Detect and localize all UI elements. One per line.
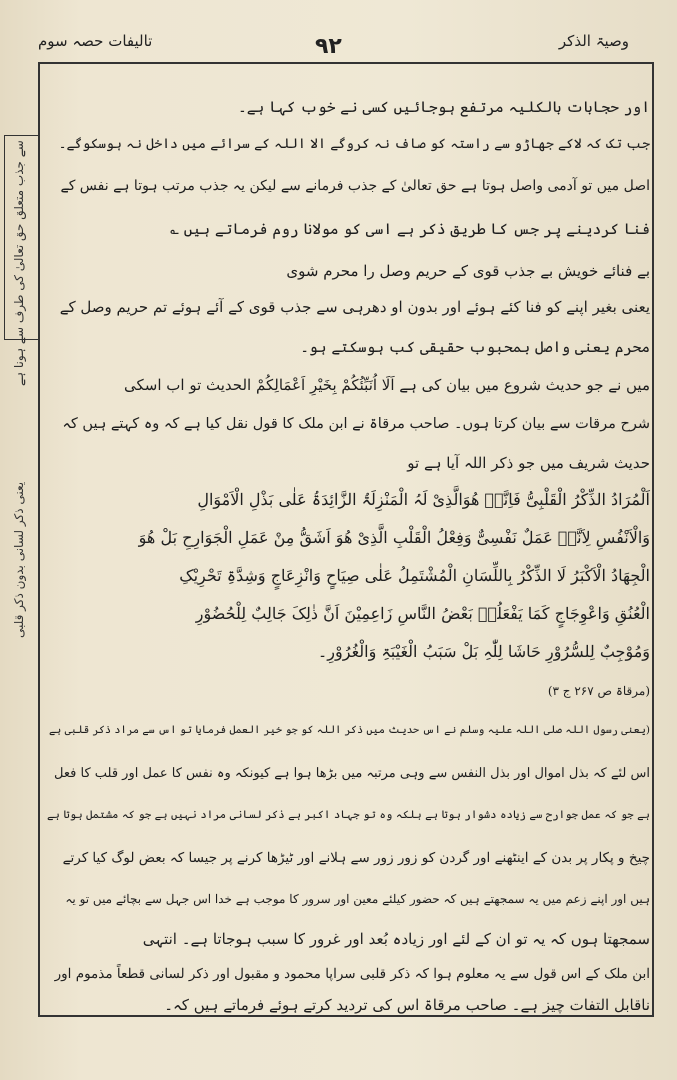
running-header-left: تالیفات حصہ سوم [38,32,153,50]
running-header-right: وصیۃ الذکر [558,32,629,50]
arabic-line: الْجِھَادُ الْاَکْبَرُ لَا الذِّکْرُ بِاللِّسَانِ الْمُشْتَمِلُ عَلٰی صِیَاحٍ وَانْزِعَاجٍ وَشِدَّۃِ تَحْرِیْکِ [179,566,650,585]
arabic-line: اَلْمُرَادُ الذِّکْرُ الْقَلْبِیُّ فَاِنَّہٗ ھُوَالَّذِیْ لَہُ الْمَنْزِلَۃُ الزَّائِدَۃُ عَلٰی بَذْلِ الْاَمْوَالِ [197,490,650,509]
verse-line: بے فنائے خویش بے جذب قوی کے حریم وصل را محرم شوی [286,262,650,280]
margin-note: یعنی ذکر لسانی بدون ذکر قلبی [12,482,26,639]
margin-rule [38,62,40,1017]
text-line: سمجھتا ہوں کہ یہ تو ان کے لئے اور زیادہ بُعد اور غرور کا سبب ہوجاتا ہے۔ انتہی [142,930,650,948]
text-line: ہے جو کہ عمل جوارح سے زیادہ دشوار ہوتا ہے بلکہ وہ تو جہاد اکبر ہے ذکر لسانی مراد نہیں ہے جو کہ مشتمل ہوتا ہے [46,808,650,821]
arabic-line: وَالْاَنْفُسِ لِاَنَّہٗ عَمَلٌ نَفْسِیٌّ وَفِعْلُ الْقَلْبِ الَّذِیْ ھُوَ اَشَقُّ مِنْ عَمَلِ الْجَوَارِحِ بَلْ ھُوَ [138,528,650,547]
arabic-line: وَمُوْجِبٌ لِلسُّرُوْرِ حَاشَا لِلّٰہِ بَلْ سَبَبُ الْغَیْبَۃِ وَالْغُرُوْرِ۔ [317,642,650,661]
text-line: یعنی بغیر اپنے کو فنا کئے ہوئے اور بدون او دھرہی سے جذب قوی کے آئے ہوئے تم حریم وصل کے [59,298,650,316]
text-line: جب تک کہ لاکے جھاڑو سے راستہ کو صاف نہ کروگے الا اللہ کے سرائے میں داخل نہ ہوسکوگے۔ [58,136,650,152]
text-line: میں نے جو حدیث شروع میں بیان کی ہے اَلَا اُنَبِّئُکُمْ بِخَیْرِ اَعْمَالِکُمْ الحدیث تو اب اسکی [123,376,650,394]
citation: (مرقاۃ ص ۲۶۷ ج ۳) [547,684,650,698]
text-line: (یعنی رسول اللہ صلی اللہ علیہ وسلم نے اس حدیث میں ذکر اللہ کو جو خیر العمل فرمایا تو اس سے مراد ذکر قلبی ہے [49,724,650,736]
page-number: ۹۲ [315,34,342,59]
text-line: حدیث شریف میں جو ذکر اللہ آیا ہے تو [407,454,650,472]
text-line: چیخ و پکار پر بدن کے اینٹھنے اور گردن کو زور زور سے ہلانے اور ٹیڑھا کرنے پر جیسا کہ بعض لوگ کیا کرتے [62,850,650,866]
text-line: ہیں اور اپنے زعم میں یہ سمجھتے ہیں کہ حضور کیلئے معین اور سرور کا موجب ہے خدا اس جہل سے بچائے میں تو یہ [65,892,650,906]
text-line: فنا کردینے پر جس کا طریق ذکر ہے اسی کو مولانا روم فرماتے ہیں ؎ [170,220,650,238]
text-line: اور حجابات بالکلیہ مرتفع ہوجائیں کسی نے خوب کہا ہے۔ [237,98,650,116]
text-line: اصل میں تو آدمی واصل ہوتا ہے حق تعالیٰ کے جذب فرمانے سے لیکن یہ جذب مرتب ہوتا ہے نفس کے [60,178,650,194]
margin-note: سے جذب متعلق حق تعالیٰ کی طرف سے ہونا ہے [12,140,26,386]
text-line: محرم یعنی واصل بمحبوب حقیقی کب ہوسکتے ہو۔ [300,338,650,356]
arabic-line: الْعُنُقِ وَاعْوِجَاجٍ کَمَا یَفْعَلُہٗ بَعْضُ النَّاسِ زَاعِمِیْنَ اَنَّ ذٰلِکَ جَالِبٌ لِلْحُضُوْرِ [195,604,650,623]
text-line: اس لئے کہ بذل اموال اور بذل النفس سے وہی مرتبہ میں بڑھا ہوا ہے کیونکہ وہ نفس کا عمل اور قلب کا فعل [54,766,650,781]
text-line: شرح مرقات سے بیان کرتا ہوں۔ صاحب مرقاۃ نے ابن ملک کا قول نقل کیا ہے کہ وہ کہتے ہیں کہ [62,416,650,432]
text-line: ابن ملک کے اس قول سے یہ معلوم ہوا کہ ذکر قلبی سراپا محمود و مقبول اور ذکر لسانی قطعاً مذموم اور [54,966,650,982]
text-line: ناقابل التفات چیز ہے۔ صاحب مرقاۃ اس کی تردید کرتے ہوئے فرماتے ہیں کہ۔ [164,996,650,1014]
